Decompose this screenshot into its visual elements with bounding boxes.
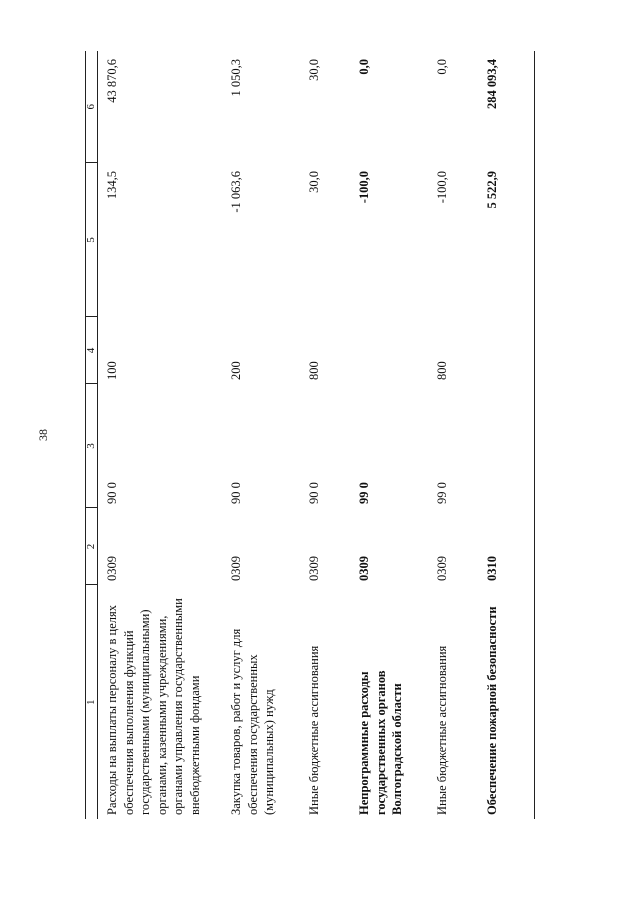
expense-type-cell: 800 bbox=[435, 361, 449, 380]
total-amount-cell: 30,0 bbox=[307, 59, 321, 81]
expense-type-cell bbox=[478, 317, 524, 384]
total-amount-cell: 0,0 bbox=[435, 59, 449, 75]
section-code-cell: 0310 bbox=[485, 556, 499, 581]
section-code-cell: 0309 bbox=[229, 556, 243, 581]
table-row bbox=[478, 51, 524, 819]
row-name-cell: Расходы на выплаты персоналу в целях обеспечения выполнения функций государственными (муниципальными) органами, казенными учреждениями, органами управления государственными внебюджетными фондами bbox=[105, 598, 202, 815]
expense-type-cell: 100 bbox=[105, 361, 119, 380]
budget-table bbox=[85, 51, 524, 819]
change-amount-cell: 134,5 bbox=[105, 171, 119, 200]
program-code-cell: 99 0 bbox=[435, 482, 449, 504]
section-code-cell: 0309 bbox=[105, 556, 119, 581]
change-amount-cell: 30,0 bbox=[307, 171, 321, 193]
row-name-cell: Иные бюджетные ассигнования bbox=[307, 645, 321, 815]
section-code-cell: 0309 bbox=[435, 556, 449, 581]
expense-type-cell: 800 bbox=[307, 361, 321, 380]
table-top-rule bbox=[85, 51, 86, 819]
section-code-cell: 0309 bbox=[357, 556, 371, 581]
row-name-cell: Закупка товаров, работ и услуг для обеспечения государственных (муниципальных) нужд bbox=[229, 628, 276, 815]
change-amount-cell: 5 522,9 bbox=[485, 171, 499, 209]
total-amount-cell: 0,0 bbox=[357, 59, 371, 75]
program-code-cell: 90 0 bbox=[229, 482, 243, 504]
table-row bbox=[222, 51, 300, 819]
change-amount-cell: -1 063,6 bbox=[229, 171, 243, 213]
total-amount-cell: 284 093,4 bbox=[485, 59, 499, 109]
column-header-5: 5 bbox=[85, 163, 98, 317]
column-header-3: 3 bbox=[85, 384, 98, 508]
column-header-1: 1 bbox=[85, 585, 98, 819]
total-amount-cell: 43 870,6 bbox=[105, 59, 119, 103]
table-bottom-rule bbox=[534, 51, 535, 819]
expense-type-cell: 200 bbox=[229, 361, 243, 380]
table-row bbox=[428, 51, 478, 819]
section-code-cell: 0309 bbox=[307, 556, 321, 581]
table-row bbox=[350, 51, 428, 819]
page-number: 38 bbox=[36, 429, 50, 441]
budget-table-frame bbox=[85, 51, 535, 819]
total-amount-cell: 1 050,3 bbox=[229, 59, 243, 97]
column-number-row bbox=[85, 51, 98, 819]
change-amount-cell: -100,0 bbox=[435, 171, 449, 204]
row-name-cell: Обеспечение пожарной безопасности bbox=[485, 606, 499, 815]
program-code-cell bbox=[478, 384, 524, 508]
column-header-2: 2 bbox=[85, 508, 98, 585]
program-code-cell: 90 0 bbox=[307, 482, 321, 504]
table-row bbox=[98, 51, 223, 819]
program-code-cell: 99 0 bbox=[357, 482, 371, 504]
column-header-6: 6 bbox=[85, 51, 98, 163]
table-row bbox=[300, 51, 350, 819]
row-name-cell: Непрограммные расходы государственных органов Волгоградской области bbox=[357, 670, 404, 815]
row-name-cell: Иные бюджетные ассигнования bbox=[435, 645, 449, 815]
program-code-cell: 90 0 bbox=[105, 482, 119, 504]
expense-type-cell bbox=[350, 317, 428, 384]
column-header-4: 4 bbox=[85, 317, 98, 384]
change-amount-cell: -100,0 bbox=[357, 171, 371, 204]
